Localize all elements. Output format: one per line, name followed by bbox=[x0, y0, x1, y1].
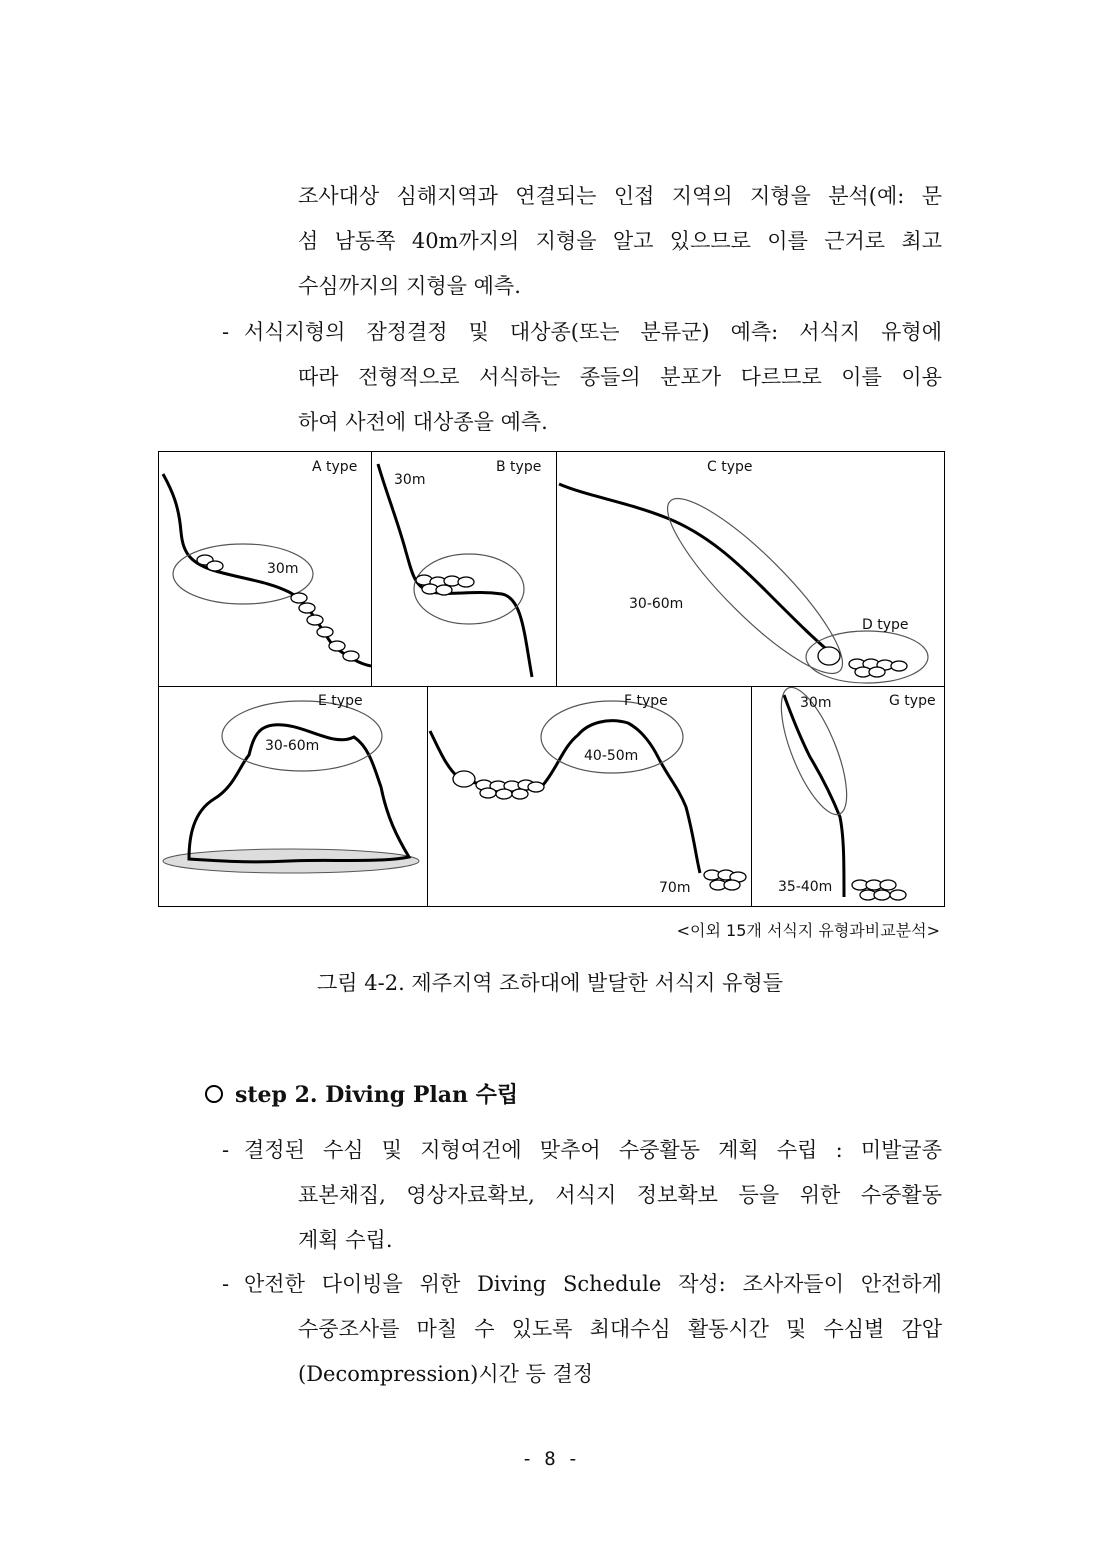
figure-caption: 그림 4-2. 제주지역 조하대에 발달한 서식지 유형들 bbox=[317, 971, 783, 995]
panel-e-type bbox=[158, 686, 428, 907]
text-line: 서식지형의 잠정결정 및 대상종(또는 분류군) 예측: 서식지 유형에 bbox=[244, 320, 942, 344]
text-line: 표본채집, 영상자료확보, 서식지 정보확보 등을 위한 수중활동 bbox=[298, 1183, 942, 1207]
text-line: 섬 남동쪽 40m까지의 지형을 알고 있으므로 이를 근거로 최고 bbox=[298, 229, 942, 253]
panel-a-type bbox=[158, 451, 372, 687]
text-line: 안전한 다이빙을 위한 Diving Schedule 작성: 조사자들이 안전하게 bbox=[244, 1272, 942, 1296]
type-label: F type bbox=[624, 693, 668, 709]
circle-bullet-icon bbox=[205, 1085, 223, 1103]
panel-b-type bbox=[371, 451, 557, 687]
bullet-dash: - bbox=[222, 320, 230, 344]
depth-label: 40-50m bbox=[584, 748, 639, 764]
type-label: B type bbox=[496, 459, 542, 475]
section-heading bbox=[205, 1078, 518, 1109]
panel-c-type bbox=[556, 451, 945, 687]
heading-text: step 2. Diving Plan 수립 bbox=[235, 1082, 519, 1108]
depth-label: 30m bbox=[800, 695, 832, 711]
bullet-habitat-prediction bbox=[222, 310, 942, 445]
habitat-types-figure bbox=[158, 451, 945, 907]
c-type-diagram bbox=[557, 452, 945, 687]
depth-label: 30m bbox=[267, 561, 299, 577]
text-line: 따라 전형적으로 서식하는 종들의 분포가 다르므로 이를 이용 bbox=[298, 365, 942, 389]
type-label: G type bbox=[889, 693, 936, 709]
text-line: 하여 사전에 대상종을 예측. bbox=[298, 410, 548, 434]
text-line: (Decompression)시간 등 결정 bbox=[298, 1362, 594, 1386]
depth-label: 70m bbox=[659, 880, 691, 896]
type-label: E type bbox=[318, 693, 363, 709]
panel-g-type bbox=[751, 686, 945, 907]
bullet-dive-plan bbox=[222, 1128, 942, 1263]
type-label: A type bbox=[312, 459, 358, 475]
bullet-dive-schedule bbox=[222, 1262, 942, 1397]
figure-source-note: <이외 15개 서식지 유형과비교분석> bbox=[676, 921, 940, 940]
f-type-diagram bbox=[428, 687, 752, 907]
type-label: C type bbox=[707, 459, 753, 475]
type-label: D type bbox=[862, 617, 909, 633]
depth-label: 35-40m bbox=[778, 879, 833, 895]
paragraph-intro bbox=[298, 174, 942, 309]
text-line: 수중조사를 마칠 수 있도록 최대수심 활동시간 및 수심별 감압 bbox=[298, 1317, 942, 1341]
bullet-dash: - bbox=[222, 1272, 230, 1296]
text-line: 계획 수립. bbox=[298, 1228, 393, 1252]
text-line: 조사대상 심해지역과 연결되는 인접 지역의 지형을 분석(예: 문 bbox=[298, 184, 942, 208]
depth-label: 30-60m bbox=[629, 596, 684, 612]
g-type-diagram bbox=[752, 687, 945, 907]
depth-label: 30m bbox=[394, 472, 426, 488]
bullet-dash: - bbox=[222, 1138, 230, 1162]
text-line: 수심까지의 지형을 예측. bbox=[298, 274, 521, 298]
page-number: - 8 - bbox=[521, 1448, 579, 1470]
panel-f-type bbox=[427, 686, 752, 907]
a-type-diagram bbox=[159, 452, 372, 687]
text-line: 결정된 수심 및 지형여건에 맞추어 수중활동 계획 수립 : 미발굴종 bbox=[244, 1138, 942, 1162]
e-type-diagram bbox=[159, 687, 428, 907]
depth-label: 30-60m bbox=[265, 738, 320, 754]
